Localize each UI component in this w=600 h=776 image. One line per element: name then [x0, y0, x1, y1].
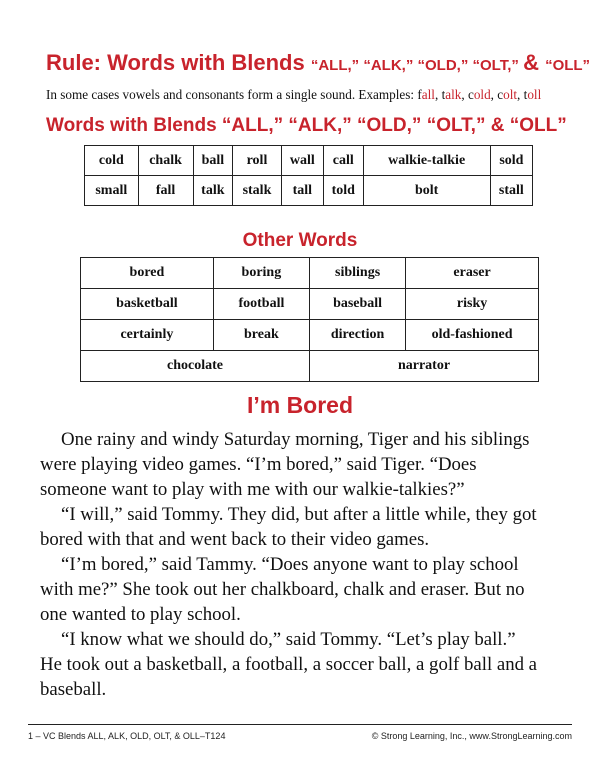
- rule-description: In some cases vowels and consonants form a single sound. Examples: fall, talk, cold, colt, toll: [46, 87, 542, 102]
- story-line: someone want to play with me with our walkie-talkies?”: [40, 479, 465, 500]
- table-cell: small: [85, 176, 139, 206]
- table-cell: ball: [193, 146, 233, 176]
- table-cell: walkie-talkie: [363, 146, 490, 176]
- table-cell: wall: [281, 146, 323, 176]
- blend-alk: “ALK,”: [363, 57, 418, 74]
- table-cell: roll: [233, 146, 282, 176]
- story-line: “I’m bored,” said Tammy. “Does anyone want to play school: [61, 554, 519, 575]
- table-cell: risky: [406, 289, 539, 320]
- table-cell: cold: [85, 146, 139, 176]
- table-cell: chocolate: [81, 351, 310, 382]
- table-cell: bolt: [363, 176, 490, 206]
- table-cell: narrator: [309, 351, 538, 382]
- table-cell: old-fashioned: [406, 320, 539, 351]
- footer-page-label: 1 – VC Blends ALL, ALK, OLD, OLT, & OLL–T124: [28, 731, 226, 741]
- rule-title-prefix: Rule: Words with Blends: [46, 50, 311, 75]
- table-cell: certainly: [81, 320, 214, 351]
- example-colt: colt: [497, 87, 518, 102]
- footer-divider: [28, 724, 572, 725]
- table-cell: chalk: [138, 146, 193, 176]
- other-words-heading: Other Words: [242, 230, 358, 251]
- table-row: [85, 146, 533, 176]
- blend-oll: “OLL”: [545, 57, 591, 74]
- blends-heading: Words with Blends “ALL,” “ALK,” “OLD,” “OLT,” & “OLL”: [46, 115, 567, 136]
- table-cell: boring: [213, 258, 309, 289]
- other-words-table: [80, 257, 539, 382]
- story-line: one wanted to play school.: [40, 604, 241, 625]
- table-row: [81, 258, 539, 289]
- table-cell: direction: [309, 320, 405, 351]
- table-cell: bored: [81, 258, 214, 289]
- table-cell: tall: [281, 176, 323, 206]
- table-cell: football: [213, 289, 309, 320]
- example-cold: cold: [467, 87, 491, 102]
- example-fall: fall: [417, 87, 435, 102]
- table-cell: basketball: [81, 289, 214, 320]
- story-line: were playing video games. “I’m bored,” said Tiger. “Does: [40, 454, 477, 475]
- blend-all: “ALL,”: [310, 57, 364, 74]
- table-cell: call: [323, 146, 363, 176]
- table-row: [81, 289, 539, 320]
- example-toll: toll: [523, 87, 542, 102]
- blend-olt: “OLT,”: [472, 57, 524, 74]
- table-cell: told: [323, 176, 363, 206]
- table-cell: siblings: [309, 258, 405, 289]
- table-row: [81, 351, 539, 382]
- story-line: “I will,” said Tommy. They did, but after a little while, they got: [61, 504, 537, 525]
- example-talk: talk: [441, 87, 462, 102]
- rule-title: [46, 50, 591, 76]
- blend-old: “OLD,”: [417, 57, 473, 74]
- table-cell: sold: [490, 146, 532, 176]
- table-row: [81, 320, 539, 351]
- table-cell: stall: [490, 176, 532, 206]
- table-row: [85, 176, 533, 206]
- blend-ampersand: &: [523, 50, 546, 75]
- blends-table: [84, 145, 533, 206]
- table-cell: talk: [193, 176, 233, 206]
- story-line: He took out a basketball, a football, a soccer ball, a golf ball and a: [40, 654, 538, 675]
- table-cell: fall: [138, 176, 193, 206]
- table-cell: break: [213, 320, 309, 351]
- story-line: bored with that and went back to their video games.: [40, 529, 430, 550]
- story-line: “I know what we should do,” said Tommy. “Let’s play ball.”: [61, 629, 516, 650]
- table-cell: baseball: [309, 289, 405, 320]
- story-line: One rainy and windy Saturday morning, Tiger and his siblings: [61, 429, 530, 450]
- story-line: baseball.: [40, 679, 107, 700]
- table-cell: stalk: [233, 176, 282, 206]
- story-line: with me?” She took out her chalkboard, chalk and eraser. But no: [40, 579, 525, 600]
- table-cell: eraser: [406, 258, 539, 289]
- rule-description-text: In some cases vowels and consonants form a single sound. Examples:: [46, 87, 418, 102]
- story-title: I’m Bored: [246, 392, 354, 418]
- story-text: [40, 427, 580, 702]
- footer-copyright: © Strong Learning, Inc., www.StrongLearning.com: [371, 731, 572, 741]
